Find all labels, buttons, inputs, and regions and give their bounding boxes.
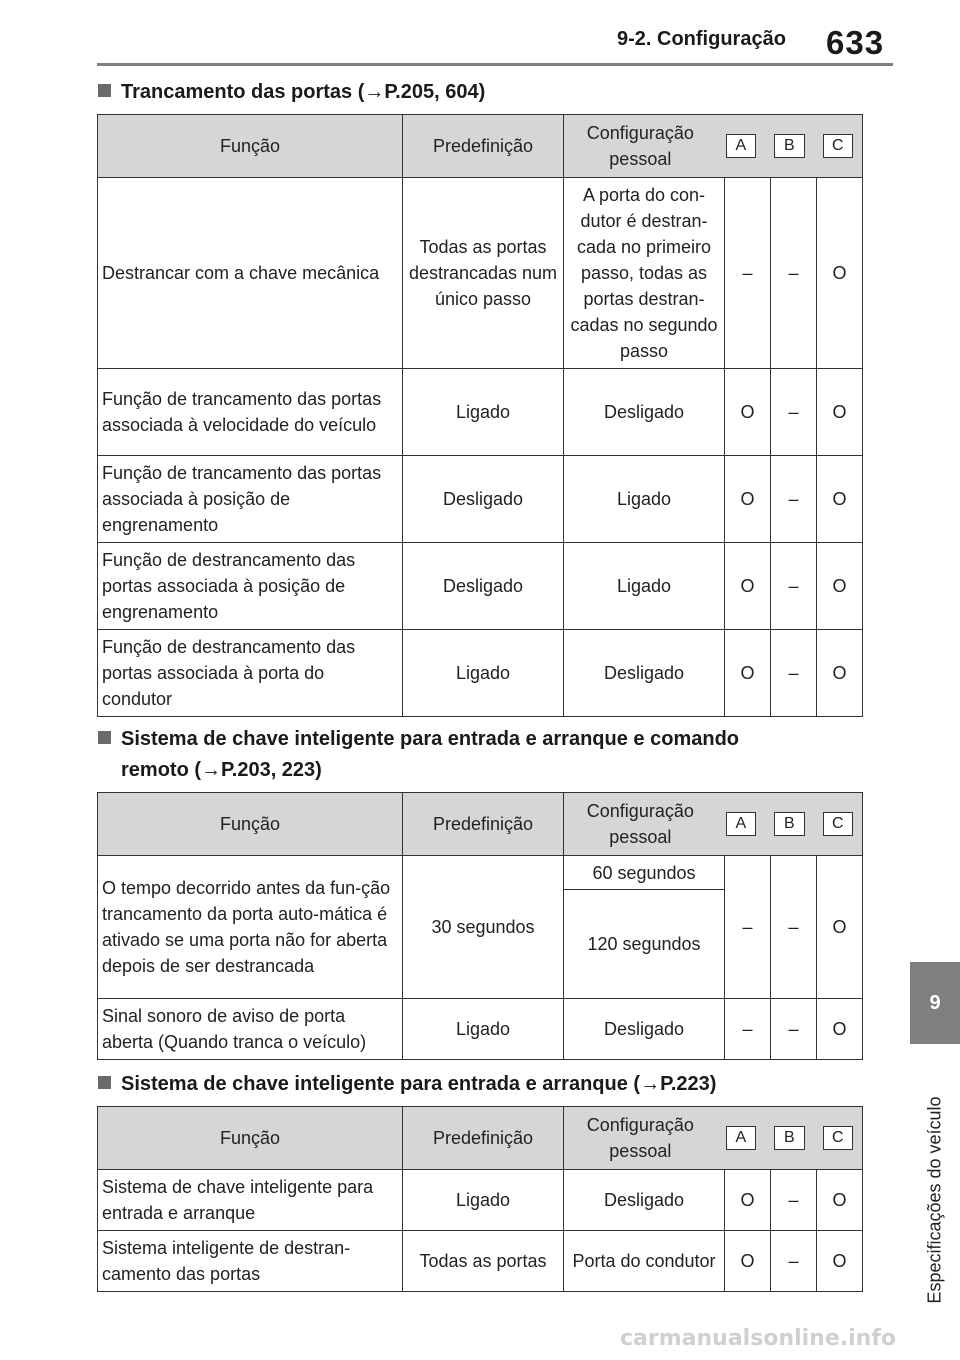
table-row: Função de trancamento das portas associada à velocidade do veículo Ligado Desligado O – O <box>98 369 863 456</box>
chapter-tab: 9 <box>910 962 960 1044</box>
table-smart-key-remote <box>97 792 863 1060</box>
section-title-smart-key-remote: Sistema de chave inteligente para entrada e arranque e comando remoto (→P.203, 223) <box>98 724 739 786</box>
col-header-default: Predefinição <box>403 115 564 178</box>
table-row: Função de destrancamento das portas associada à porta do condutor Ligado Desligado O – O <box>98 630 863 717</box>
table-header-row <box>98 115 863 178</box>
table-row: Sistema de chave inteligente para entrada e arranque Ligado Desligado O – O <box>98 1170 863 1231</box>
chapter-label: Especificações do veículo <box>924 1096 945 1304</box>
header-rule <box>97 63 893 66</box>
col-header-default: Predefinição <box>403 793 564 856</box>
table-smart-key <box>97 1106 863 1292</box>
table-header-row <box>98 1107 863 1170</box>
col-header-config: Configuração pessoal A B C <box>564 793 863 856</box>
table-door-locking <box>97 114 863 717</box>
table-row: Função de trancamento das portas associada à posição de engrenamento Desligado Ligado O – O <box>98 456 863 543</box>
col-header-default: Predefinição <box>403 1107 564 1170</box>
footer-watermark: carmanualsonline.info <box>620 1326 896 1351</box>
table-row: Destrancar com a chave mecânica Todas as portas destrancadas num único passo A porta do con-dutor é destran-cada no primeiro passo, todas as portas destran-cadas no segundo passo – – O <box>98 178 863 369</box>
section-title-smart-key: Sistema de chave inteligente para entrada e arranque (→P.223) <box>98 1069 716 1100</box>
col-header-function: Função <box>98 793 403 856</box>
page-number: 633 <box>826 24 885 61</box>
table-header-row <box>98 793 863 856</box>
col-header-config: Configuração pessoal A B C <box>564 115 863 178</box>
col-header-config: Configuração pessoal A B C <box>564 1107 863 1170</box>
table-row: O tempo decorrido antes da fun-ção trancamento da porta auto-mática é ativado se uma porta não for aberta depois de ser destrancada 30 segundos 60 segundos – – O <box>98 856 863 890</box>
table-row: 120 segundos <box>98 890 863 999</box>
square-bullet-icon <box>98 84 111 97</box>
section-heading: 9-2. Configuração <box>617 28 786 50</box>
square-bullet-icon <box>98 731 111 744</box>
table-row: Função de destrancamento das portas associada à posição de engrenamento Desligado Ligado O – O <box>98 543 863 630</box>
table-row: Sinal sonoro de aviso de porta aberta (Quando tranca o veículo) Ligado Desligado – – O <box>98 999 863 1060</box>
col-header-function: Função <box>98 1107 403 1170</box>
table-row: Sistema inteligente de destran-camento das portas Todas as portas Porta do condutor O – O <box>98 1231 863 1292</box>
col-header-function: Função <box>98 115 403 178</box>
square-bullet-icon <box>98 1076 111 1089</box>
section-title-door-locking: Trancamento das portas (→P.205, 604) <box>98 77 485 108</box>
